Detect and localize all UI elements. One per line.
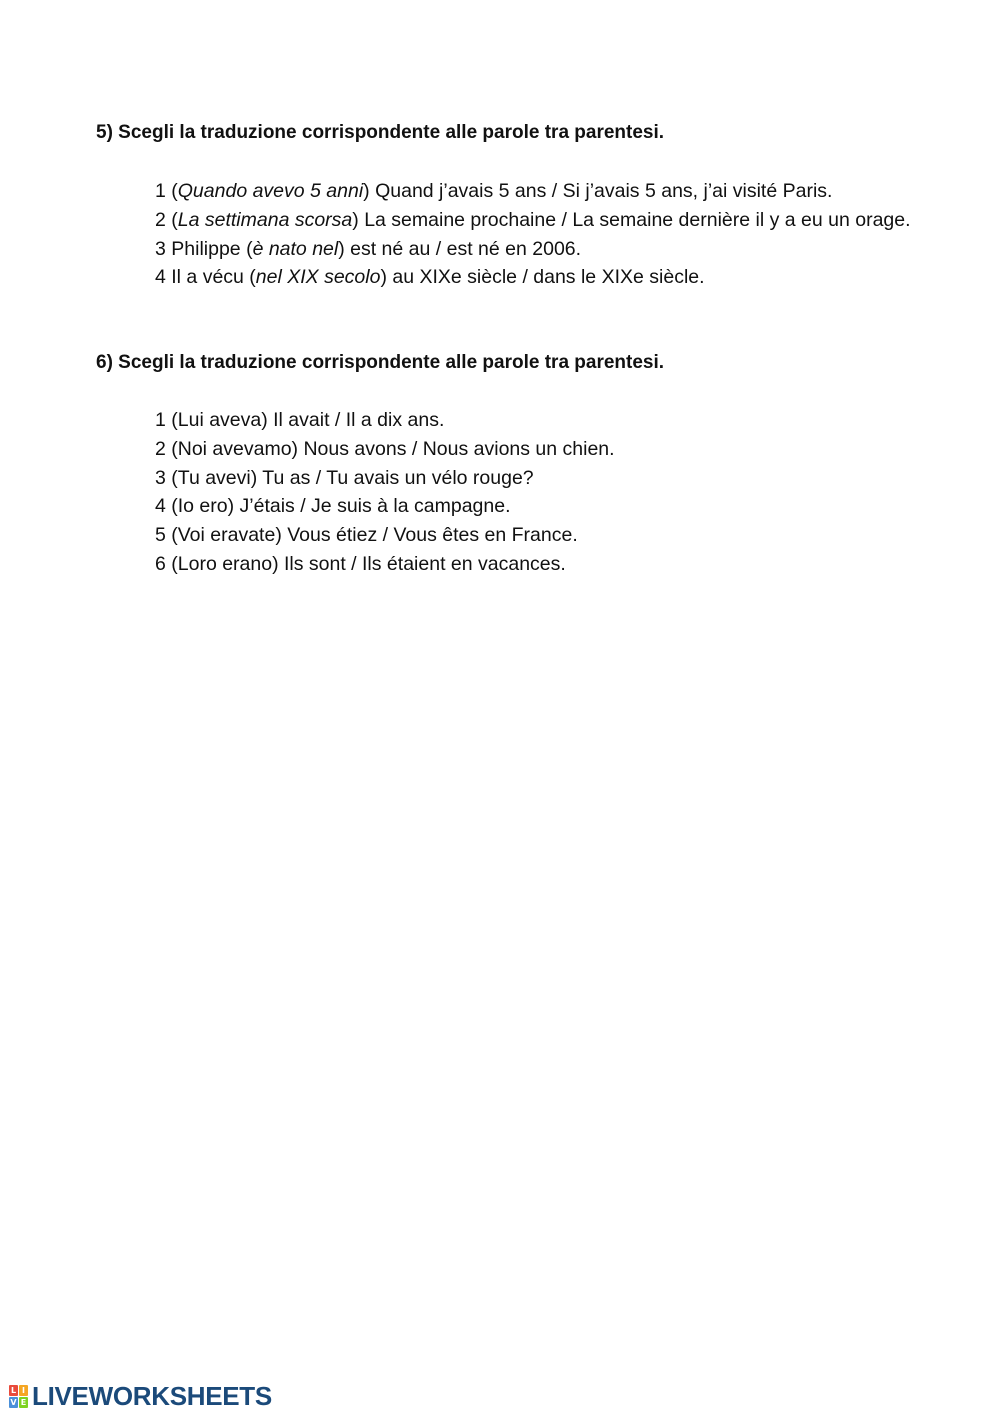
section-5-item-3 — [155, 235, 915, 264]
italian-phrase: La settimana scorsa — [177, 208, 353, 231]
section-6-item-4: 4 (Io ero) J’étais / Je suis à la campagne. — [155, 495, 511, 518]
item-prefix: 1 ( — [155, 180, 178, 202]
italian-phrase: Quando avevo 5 anni — [177, 180, 364, 202]
item-options: ) Quand j’avais 5 ans / Si j’avais 5 ans, j’ai visité Paris. — [363, 180, 833, 202]
logo-square: V — [10, 1397, 17, 1407]
section-5-list — [155, 177, 915, 292]
item-prefix: 2 ( — [155, 208, 178, 231]
item-options: ) est né au / est né en 2006. — [338, 237, 582, 260]
section-5-item-2 — [155, 206, 915, 235]
section-6-item-5: 5 (Voi eravate) Vous étiez / Vous êtes en France. — [155, 524, 578, 547]
item-options: ) La semaine prochaine / La semaine dernière il y a eu un orage. — [352, 208, 911, 231]
item-prefix: 4 Il a vécu ( — [155, 266, 256, 289]
section-6-list — [155, 406, 915, 579]
logo-square: E — [20, 1397, 27, 1407]
section-5-title: 5) Scegli la traduzione corrispondente alle parole tra parentesi. — [96, 122, 665, 143]
section-6-item-3: 3 (Tu avevi) Tu as / Tu avais un vélo rouge? — [155, 466, 534, 489]
logo-square: I — [19, 1385, 28, 1396]
logo-square: L — [10, 1385, 17, 1395]
section-6-item-1: 1 (Lui aveva) Il avait / Il a dix ans. — [155, 409, 445, 431]
section-6-item-2: 2 (Noi avevamo) Nous avons / Nous avions un chien. — [155, 437, 615, 460]
logo-squares-icon — [9, 1385, 28, 1408]
section-6-title: 6) Scegli la traduzione corrispondente alle parole tra parentesi. — [96, 352, 665, 373]
liveworksheets-logo — [9, 1381, 272, 1411]
italian-phrase: nel XIX secolo — [255, 266, 381, 289]
logo-text: LIVEWORKSHEETS — [32, 1380, 272, 1411]
item-prefix: 3 Philippe ( — [155, 237, 253, 260]
section-5-item-4 — [155, 263, 915, 292]
italian-phrase: è nato nel — [252, 237, 339, 260]
section-5-item-1 — [155, 177, 915, 206]
section-6-item-6: 6 (Loro erano) Ils sont / Ils étaient en vacances. — [155, 552, 566, 575]
item-options: ) au XIXe siècle / dans le XIXe siècle. — [380, 266, 705, 289]
